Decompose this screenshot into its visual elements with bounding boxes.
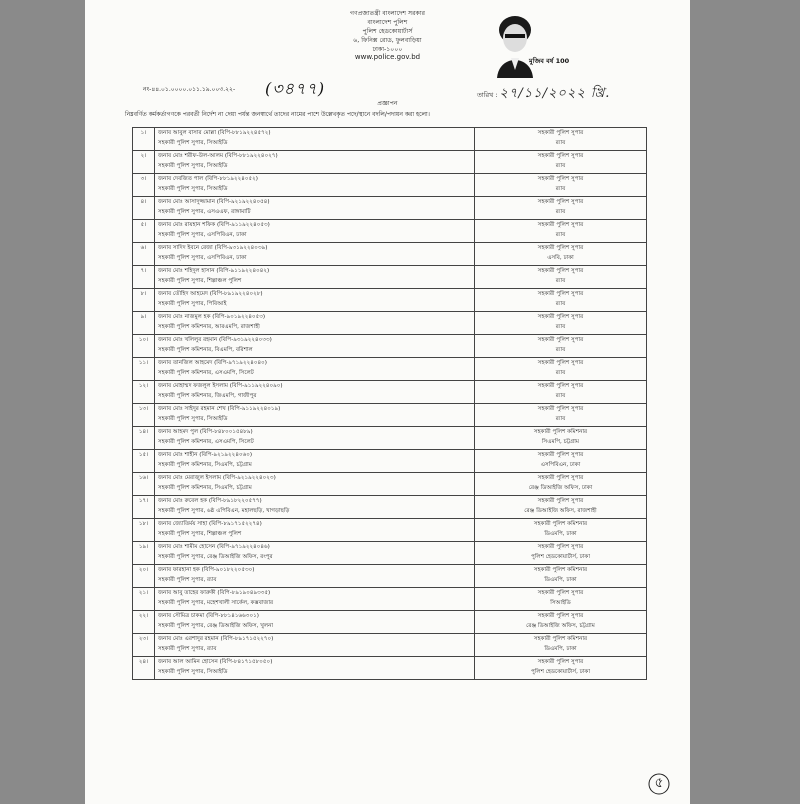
current-posting: সহকারী পুলিশ সুপার, সিআইডি (158, 186, 228, 192)
new-post: সহকারী পুলিশ সুপার (537, 383, 584, 389)
page-number: ৫ (654, 775, 664, 791)
new-post: সহকারী পুলিশ সুপার (537, 360, 584, 366)
officer-name: জনাব মোঃ সাইদুর রহমান শেখ (বিপি-৯১১৯২২৪০১৯) (158, 406, 281, 412)
officer-cell (155, 450, 475, 473)
officer-name: জনাব দেবজিত পাল (বিপি-৮৮১৯২২৪০৫২) (158, 176, 258, 182)
notification-title: প্রজ্ঞাপন (377, 100, 398, 107)
new-post: সহকারী পুলিশ কমিশনার (533, 429, 588, 435)
current-posting: সহকারী পুলিশ সুপার, সিআইডি (158, 140, 228, 146)
header-website: www.police.gov.bd (354, 53, 421, 61)
officer-cell (155, 243, 475, 266)
officer-name: জনাব মোঃ রায়হান শফিক (বিপি-৯১১৯২২৪০৫৩) (158, 222, 270, 228)
new-post: সহকারী পুলিশ সুপার (537, 613, 584, 619)
serial-number: ১৪। (133, 427, 155, 450)
new-post: সহকারী পুলিশ সুপার (537, 544, 584, 550)
new-posting-cell (475, 565, 647, 588)
new-posting-cell (475, 289, 647, 312)
table-row (133, 427, 647, 450)
serial-number: ১১। (133, 358, 155, 381)
new-posting-cell (475, 128, 647, 151)
table-row (133, 312, 647, 335)
current-posting: সহকারী পুলিশ সুপার, রেঞ্জ ডিআইজি অফিস, খুলনা (158, 623, 274, 629)
new-posting-cell (475, 473, 647, 496)
new-post: সহকারী পুলিশ সুপার (537, 452, 584, 458)
new-post: সহকারী পুলিশ সুপার (537, 291, 584, 297)
new-post: সহকারী পুলিশ সুপার (537, 337, 584, 343)
new-location: র‍্যাব (555, 347, 566, 353)
officer-cell (155, 657, 475, 680)
current-posting: সহকারী পুলিশ সুপার, শিল্পাঞ্চল পুলিশ (158, 531, 242, 537)
new-post: সহকারী পুলিশ সুপার (537, 659, 584, 665)
officer-cell (155, 266, 475, 289)
header-government: গণপ্রজাতন্ত্রী বাংলাদেশ সরকার (349, 10, 426, 17)
officer-cell (155, 565, 475, 588)
new-post: সহকারী পুলিশ কমিশনার (533, 567, 588, 573)
new-posting-cell (475, 220, 647, 243)
officer-name: জনাব তানজিল আহমেদ (বিপি-৯৭১৯২২৪০৪০) (158, 360, 267, 366)
new-posting-cell (475, 588, 647, 611)
new-post: সহকারী পুলিশ সুপার (537, 153, 584, 159)
new-post: সহকারী পুলিশ কমিশনার (533, 521, 588, 527)
officer-name: জনাব সৌমিত্র চাকমা (বিপি-৮৮১৪১৬৬৩০১) (158, 613, 259, 619)
new-location: র‍্যাব (555, 301, 566, 307)
current-posting: সহকারী পুলিশ কমিশনার, সিএমপি, চট্টগ্রাম (158, 485, 252, 491)
new-post: সহকারী পুলিশ সুপার (537, 498, 584, 504)
new-posting-cell (475, 335, 647, 358)
new-location: এসবি, ঢাকা (547, 255, 574, 261)
new-location: র‍্যাব (555, 209, 566, 215)
serial-number: ২৩। (133, 634, 155, 657)
current-posting: সহকারী পুলিশ সুপার, রেঞ্জ ডিআইজি অফিস, রংপুর (158, 554, 273, 560)
serial-number: ২১। (133, 588, 155, 611)
new-posting-cell (475, 151, 647, 174)
new-post: সহকারী পুলিশ সুপার (537, 130, 584, 136)
serial-number: ১২। (133, 381, 155, 404)
new-location: র‍্যাব (555, 370, 566, 376)
officer-name: জনাব মোঃ শাহীন (বিপি-৯২১৯২২৪০৬০) (158, 452, 253, 458)
table-row (133, 289, 647, 312)
table-row (133, 335, 647, 358)
new-posting-cell (475, 542, 647, 565)
new-posting-cell (475, 174, 647, 197)
new-posting-cell (475, 197, 647, 220)
officer-name: জনাব মোঃ নাজমুল হক (বিপি-৯০১৯২২৪০৫৩) (158, 314, 266, 320)
new-posting-cell (475, 312, 647, 335)
current-posting: সহকারী পুলিশ কমিশনার, এসএমপি, সিলেট (158, 439, 254, 445)
serial-number: ৩। (133, 174, 155, 197)
officer-name: জনাব মোহাম্মদ ফজলুল ইসলাম (বিপি-৯১১৯২২৪০৯০) (158, 383, 283, 389)
serial-number: ৪। (133, 197, 155, 220)
current-posting: সহকারী পুলিশ কমিশনার, জিএমপি, গাজীপুর (158, 393, 257, 399)
table-row (133, 128, 647, 151)
table-row (133, 197, 647, 220)
officer-name: জনাব মোঃ শামীম হোসেন (বিপি-৯৭১৯২২৪০৪৬) (158, 544, 270, 550)
new-post: সহকারী পুলিশ সুপার (537, 222, 584, 228)
table-row (133, 220, 647, 243)
table-row (133, 542, 647, 565)
current-posting: সহকারী পুলিশ কমিশনার, সিএমপি, চট্টগ্রাম (158, 462, 252, 468)
officer-cell (155, 289, 475, 312)
new-location: র‍্যাব (555, 163, 566, 169)
serial-number: ১৯। (133, 542, 155, 565)
new-location: পুলিশ হেডকোয়ার্টার্স, ঢাকা (531, 554, 590, 560)
officer-cell (155, 151, 475, 174)
new-location: সিআইডি (550, 600, 571, 606)
current-posting: সহকারী পুলিশ সুপার, সিআইডি (158, 416, 228, 422)
current-posting: সহকারী পুলিশ কমিশনার, এসএমপি, সিলেট (158, 370, 254, 376)
new-location: সিএমপি, চট্টগ্রাম (541, 439, 580, 445)
new-location: এসপিবিএন, ঢাকা (540, 462, 581, 468)
officer-cell (155, 473, 475, 496)
serial-number: ১৮। (133, 519, 155, 542)
new-location: পুলিশ হেডকোয়ার্টার্স, ঢাকা (531, 669, 590, 675)
serial-number: ২২। (133, 611, 155, 634)
table-row (133, 151, 647, 174)
serial-number: ২৪। (133, 657, 155, 680)
current-posting: সহকারী পুলিশ সুপার, সিআইডি (158, 669, 228, 675)
current-posting: সহকারী পুলিশ সুপার, ৬ষ্ঠ এপিবিএন, মহালছড়ি, খাগড়াছড়ি (158, 508, 290, 514)
new-posting-cell (475, 427, 647, 450)
date-label: তারিখ : (477, 91, 498, 99)
transfer-table (132, 127, 647, 680)
current-posting: সহকারী পুলিশ সুপার, এসএএফ, রাঙ্গামাটি (158, 209, 251, 215)
new-posting-cell (475, 611, 647, 634)
table-row (133, 381, 647, 404)
new-posting-cell (475, 496, 647, 519)
new-posting-cell (475, 634, 647, 657)
new-location: র‍্যাব (555, 232, 566, 238)
current-posting: সহকারী পুলিশ সুপার, শিল্পাঞ্চল পুলিশ (158, 278, 242, 284)
officer-cell (155, 128, 475, 151)
new-post: সহকারী পুলিশ সুপার (537, 590, 584, 596)
new-location: র‍্যাব (555, 324, 566, 330)
new-posting-cell (475, 358, 647, 381)
officer-name: জনাব ফারহানা হক (বিপি-৯০১৮২২০৫৩০) (158, 567, 255, 573)
table-row (133, 611, 647, 634)
officer-cell (155, 611, 475, 634)
officer-cell (155, 496, 475, 519)
serial-number: ২। (133, 151, 155, 174)
new-location: র‍্যাব (555, 140, 566, 146)
officer-name: জনাব মোঃ শহিদুল হাসান (বিপি-৯১১৯২২৪০৪২) (158, 268, 270, 274)
new-posting-cell (475, 381, 647, 404)
officer-name: জনাব আবুল বাসার মোল্লা (বিপি-৮৮১৯২২৪৫৭২) (158, 130, 271, 136)
current-posting: সহকারী পুলিশ সুপার, সিআইডি (158, 163, 228, 169)
table-row (133, 473, 647, 496)
officer-name: জনাব আল আমিন হোসেন (বিপি-৮৪১৭১৫৮০৫০) (158, 659, 273, 665)
officer-name: জনাব আবু তাহের ফারুকী (বিপি-৮৯১৯০৪৯৩৩৫) (158, 590, 271, 596)
officer-name: জনাব আহমদ পুল (বিপি-৮৪৮০০১৫৪৮৯) (158, 429, 253, 435)
new-location: ডিএমপি, ঢাকা (544, 646, 577, 652)
serial-number: ৬। (133, 243, 155, 266)
header-hq: পুলিশ হেডকোয়ার্টার্স (362, 28, 413, 35)
new-posting-cell (475, 450, 647, 473)
table-row (133, 450, 647, 473)
mujib-year-logo (487, 8, 569, 78)
new-post: সহকারী পুলিশ সুপার (537, 199, 584, 205)
date-value: ২৭/১১/২০২২ খ্রি. (499, 86, 611, 101)
officer-cell (155, 381, 475, 404)
new-post: সহকারী পুলিশ সুপার (537, 314, 584, 320)
table-row (133, 657, 647, 680)
table-row (133, 243, 647, 266)
officer-cell (155, 197, 475, 220)
new-post: সহকারী পুলিশ সুপার (537, 406, 584, 412)
officer-cell (155, 404, 475, 427)
officer-name: জনাব সাদিদ ইবনে রেজা (বিপি-৯৩১৯২২৪০৩৯) (158, 245, 268, 251)
new-posting-cell (475, 519, 647, 542)
new-post: সহকারী পুলিশ সুপার (537, 176, 584, 182)
new-posting-cell (475, 404, 647, 427)
table-row (133, 634, 647, 657)
serial-number: ৮। (133, 289, 155, 312)
new-location: র‍্যাব (555, 393, 566, 399)
serial-number: ১০। (133, 335, 155, 358)
header-police: বাংলাদেশ পুলিশ (367, 19, 408, 26)
officer-cell (155, 220, 475, 243)
table-row (133, 519, 647, 542)
table-row (133, 588, 647, 611)
new-post: সহকারী পুলিশ কমিশনার (533, 636, 588, 642)
officer-cell (155, 335, 475, 358)
new-location: রেঞ্জ ডিআইজি অফিস, ঢাকা (528, 485, 593, 491)
serial-number: ১৬। (133, 473, 155, 496)
new-location: ডিএমপি, ঢাকা (544, 531, 577, 537)
new-posting-cell (475, 243, 647, 266)
new-location: র‍্যাব (555, 416, 566, 422)
serial-number: ১৩। (133, 404, 155, 427)
logo-caption: মুজিব বর্ষ 100 (529, 57, 570, 65)
officer-cell (155, 542, 475, 565)
officer-name: জনাব মোঃ আসাদুজ্জামান (বিপি-৯২১৯২২৪০৫৪) (158, 199, 270, 205)
serial-number: ১৭। (133, 496, 155, 519)
serial-number: ৫। (133, 220, 155, 243)
serial-number: ১৫। (133, 450, 155, 473)
officer-name: জনাব মোঃ শরীফ-উল-আলম (বিপি-৮৮১৯২২৪০২৭) (158, 153, 278, 159)
table-row (133, 358, 647, 381)
table-row (133, 266, 647, 289)
current-posting: সহকারী পুলিশ সুপার, পিবিআই (158, 301, 227, 307)
document-page (85, 0, 690, 804)
serial-number: ৭। (133, 266, 155, 289)
officer-cell (155, 427, 475, 450)
memo-number: (৩৪৭৭) (265, 79, 326, 98)
officer-cell (155, 312, 475, 335)
new-location: রেঞ্জ ডিআইজি অফিস, রাজশাহী (524, 508, 597, 514)
serial-number: ৯। (133, 312, 155, 335)
officer-cell (155, 588, 475, 611)
new-post: সহকারী পুলিশ সুপার (537, 245, 584, 251)
serial-number: ১। (133, 128, 155, 151)
current-posting: সহকারী পুলিশ সুপার, এসপিবিএন, ঢাকা (158, 255, 247, 261)
new-location: র‍্যাব (555, 278, 566, 284)
current-posting: সহকারী পুলিশ সুপার, র‍্যাব (158, 646, 217, 652)
table-row (133, 404, 647, 427)
new-posting-cell (475, 657, 647, 680)
officer-name: জনাব মোঃ মেরাজুল ইসলাম (বিপি-৯২১৯২২৪০২৩) (158, 475, 276, 481)
table-row (133, 174, 647, 197)
header-city: ঢাকা-১০০০ (372, 46, 403, 53)
current-posting: সহকারী পুলিশ সুপার, মহেশখালী সার্কেল, কক্সবাজার (158, 600, 274, 606)
officer-name: জনাব জ্যোতির্ময় সাহা (বিপি-৮৯১৭১৫২২৭৪) (158, 521, 262, 527)
officer-cell (155, 634, 475, 657)
current-posting: সহকারী পুলিশ কমিশনার, বিএমপি, বরিশাল (158, 347, 253, 353)
new-location: ডিএমপি, ঢাকা (544, 577, 577, 583)
header-address: ৬, ফিনিক্স রোড, ফুলবাড়িয়া (353, 37, 422, 44)
memo-prefix: নং-৪৪.০১.০০০০.০১১.১৯.০০৩.২২- (143, 86, 236, 93)
new-location: রেঞ্জ ডিআইজি অফিস, চট্টগ্রাম (526, 623, 595, 629)
new-posting-cell (475, 266, 647, 289)
new-post: সহকারী পুলিশ সুপার (537, 475, 584, 481)
current-posting: সহকারী পুলিশ সুপার, র‍্যাব (158, 577, 217, 583)
officer-cell (155, 174, 475, 197)
new-post: সহকারী পুলিশ সুপার (537, 268, 584, 274)
current-posting: সহকারী পুলিশ সুপার, এসপিবিএন, ঢাকা (158, 232, 247, 238)
officer-name: জনাব মোঃ রুবেল হক (বিপি-৮৯১৮২২০৫৭৭) (158, 498, 262, 504)
serial-number: ২০। (133, 565, 155, 588)
officer-name: জনাব তৌহিদ আহমেদ (বিপি-৮৯১৯২২৪০২৮) (158, 291, 263, 297)
table-row (133, 496, 647, 519)
instruction-text: নিম্নবর্ণিত কর্মকর্তাগণকে পরবর্তী নির্দেশ না দেয়া পর্যন্ত জনস্বার্থে তাদের নামের পাশে উল্লেখকৃত পদে/স্থানে বদলি/পদায়ন করা হলো। (125, 111, 430, 118)
current-posting: সহকারী পুলিশ কমিশনার, আরএমপি, রাজশাহী (158, 324, 260, 330)
new-location: র‍্যাব (555, 186, 566, 192)
page-number-mark (647, 772, 671, 796)
table-row (133, 565, 647, 588)
officer-cell (155, 358, 475, 381)
officer-cell (155, 519, 475, 542)
officer-name: জনাব মোঃ খলিলুর রহমান (বিপি-৯৩১৯২২৪০৩৩) (158, 337, 272, 343)
officer-name: জনাব মোঃ এরশাদুর রহমান (বিপি-৮৯১৭১৫২২৭০) (158, 636, 274, 642)
